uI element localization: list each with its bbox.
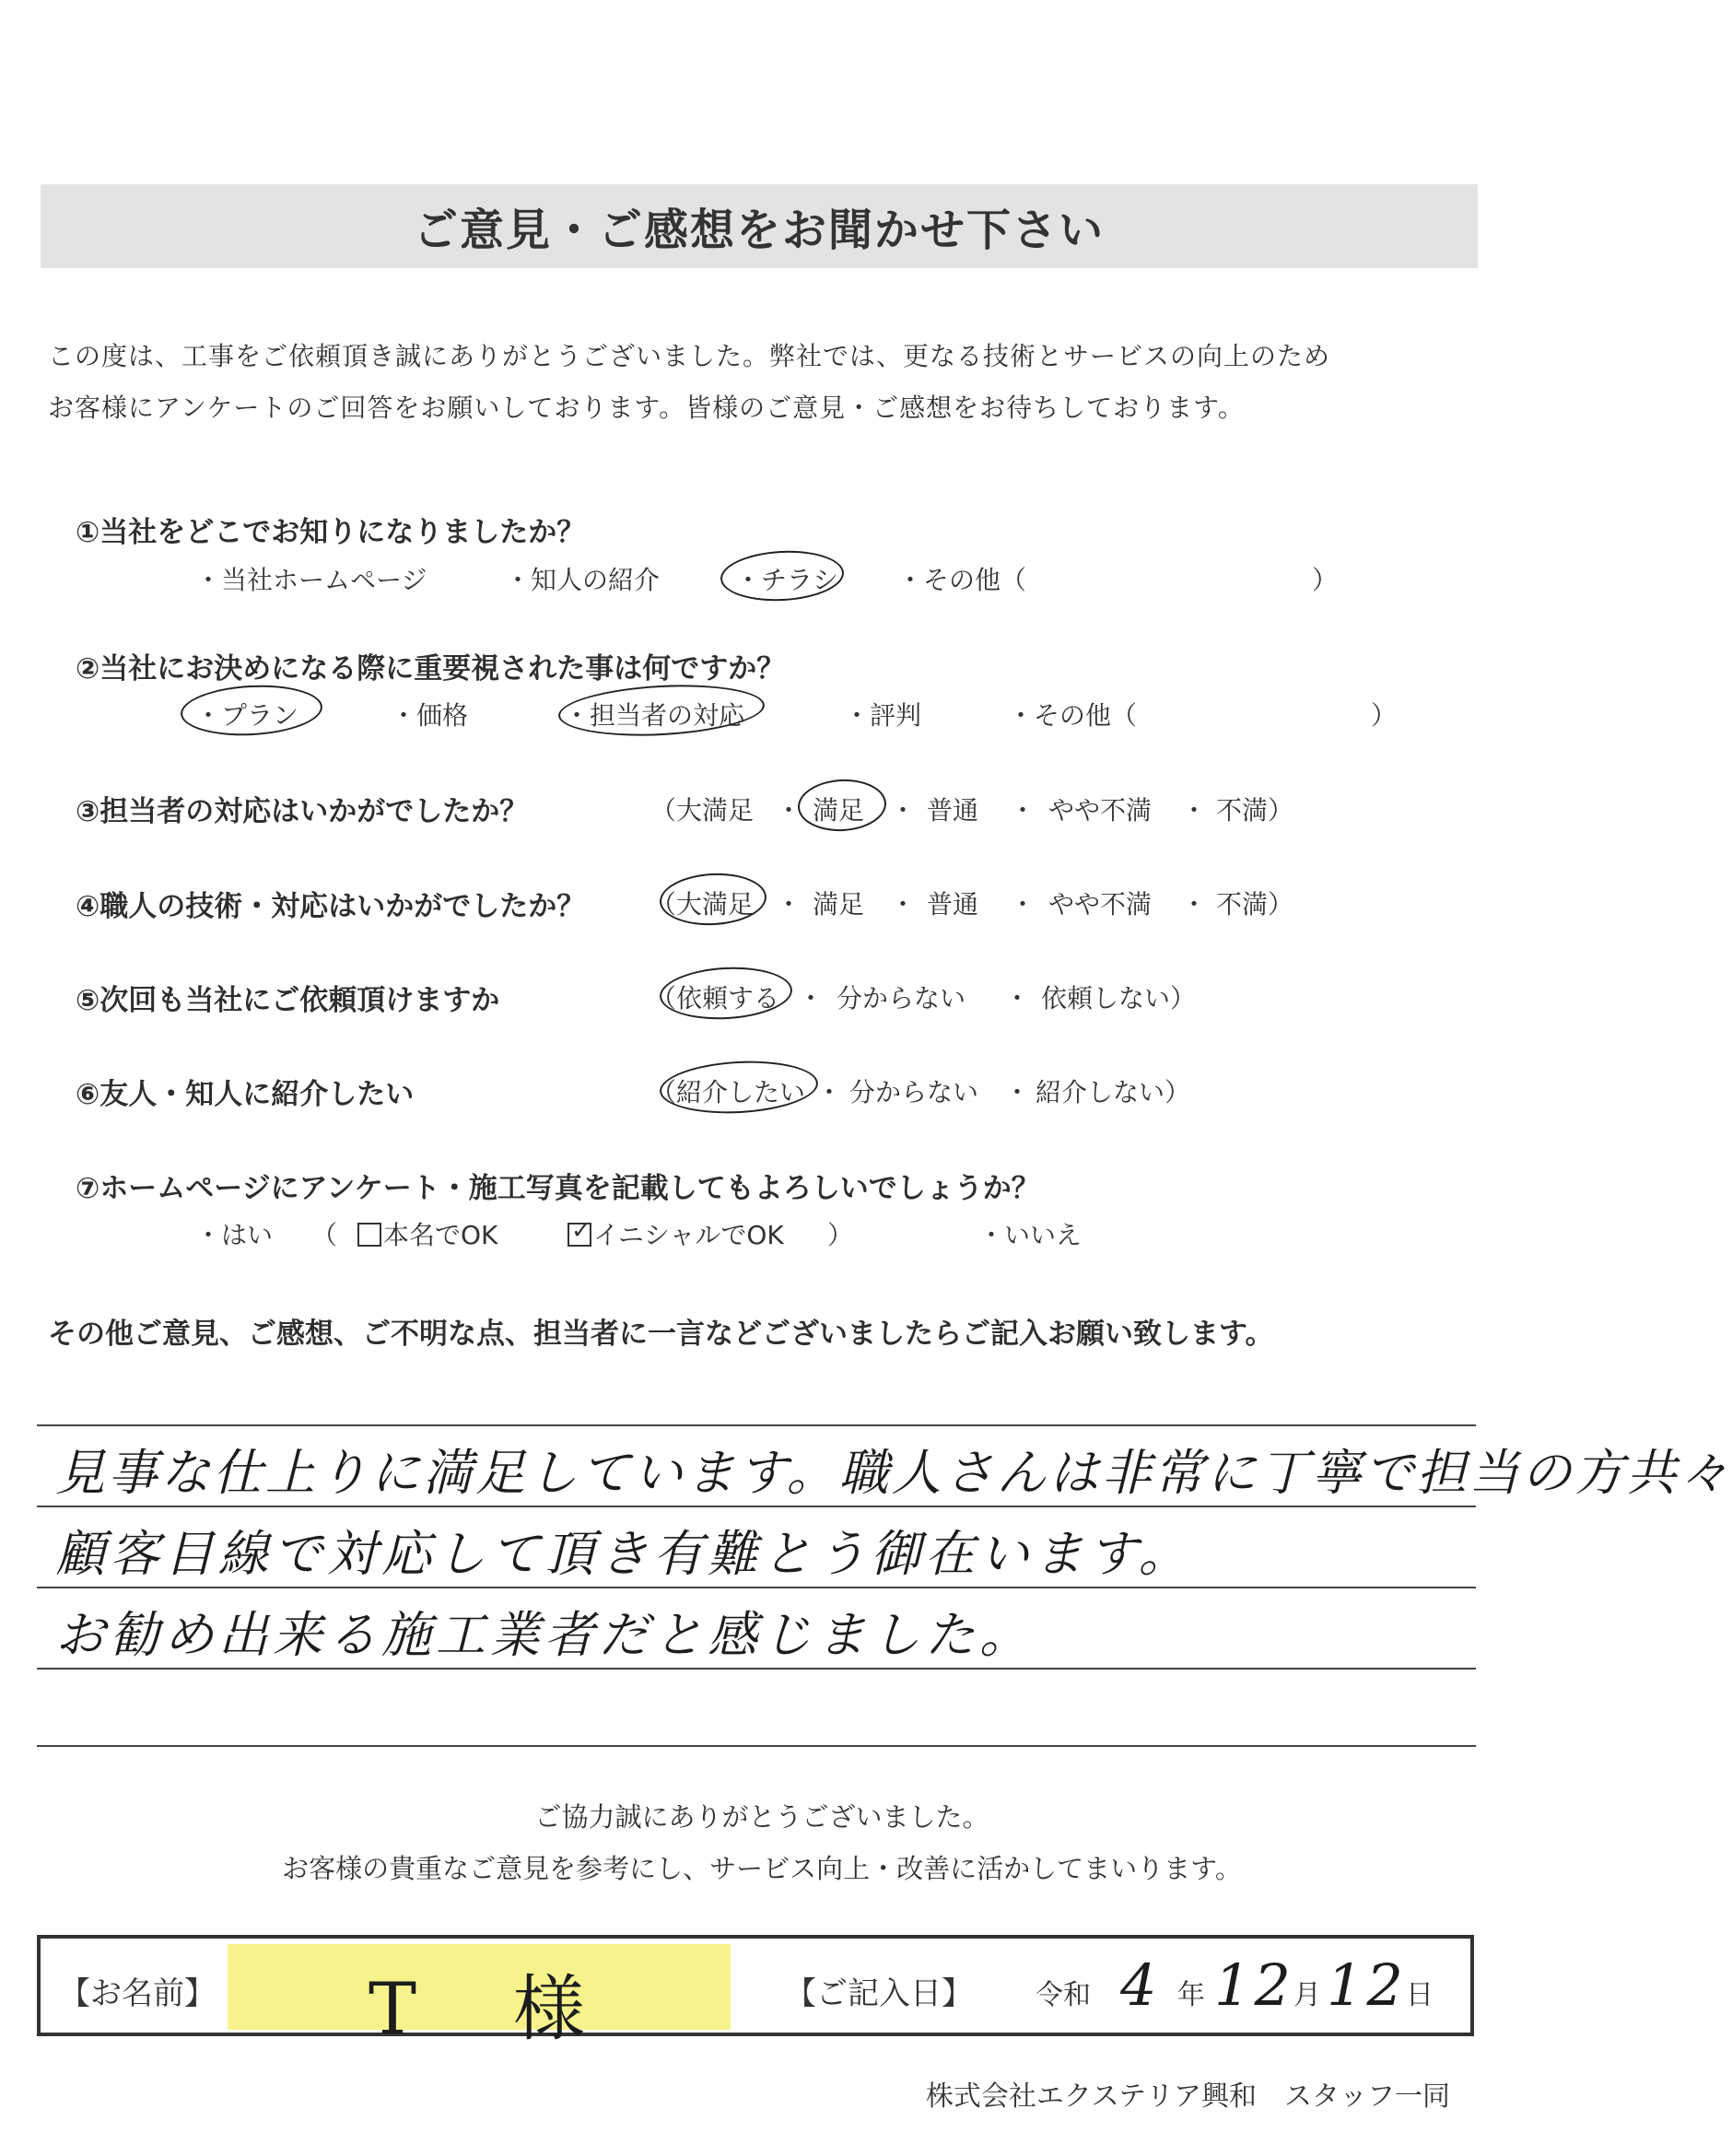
q2-selected-circle-plan: [180, 682, 324, 739]
q7-paren-close: ）: [827, 1220, 854, 1250]
q7-option-yes[interactable]: ・はい: [195, 1220, 274, 1250]
question-3-label: ③担当者の対応はいかがでしたか？: [76, 795, 529, 828]
q1-option-other-close: ）: [1312, 565, 1339, 595]
date-day-unit: 日: [1406, 1979, 1434, 2011]
q7-option-initials[interactable]: [568, 1215, 784, 1252]
q3-option-normal[interactable]: 普通: [927, 795, 979, 826]
q2-option-price[interactable]: ・価格: [391, 700, 469, 731]
q4-option-somewhat-dissatisfied[interactable]: やや不満: [1048, 889, 1153, 920]
date-year: 4: [1120, 1951, 1161, 2019]
date-year-unit: 年: [1177, 1979, 1205, 2011]
q2-option-other-close: ）: [1371, 700, 1398, 731]
comment-rule-4: [37, 1668, 1476, 1670]
thanks-line-2: お客様の貴重なご意見を参考にし、サービス向上・改善に活かしてまいります。: [282, 1853, 1242, 1884]
q6-option-will-not-refer[interactable]: 紹介しない）: [1036, 1077, 1191, 1107]
question-4-label: ④職人の技術・対応はいかがでしたか？: [76, 890, 586, 923]
q4-option-very-satisfied[interactable]: （大満足: [650, 889, 755, 920]
q3-sep-4: ・: [1181, 795, 1208, 826]
check-mark-icon: ✓: [571, 1217, 591, 1245]
intro-line-1: この度は、工事をご依頼頂き誠にありがとうございました。弊社では、更なる技術とサービスの向上のため: [48, 341, 1331, 371]
q3-sep-2: ・: [890, 795, 917, 826]
q7-option-no[interactable]: ・いいえ: [978, 1220, 1082, 1250]
q5-option-will-not-request[interactable]: 依頼しない）: [1041, 983, 1197, 1014]
comment-rule-2: [37, 1506, 1476, 1507]
q4-option-dissatisfied[interactable]: 不満）: [1216, 889, 1294, 920]
q5-sep-2: ・: [1004, 983, 1031, 1014]
name-label: 【お名前】: [59, 1975, 216, 2012]
q3-sep-1: ・: [776, 795, 802, 826]
comment-rule-1: [37, 1424, 1476, 1426]
page-title: ご意見・ご感想をお聞かせ下さい: [41, 184, 1478, 268]
q6-sep-2: ・: [1004, 1077, 1031, 1107]
intro-line-2: お客様にアンケートのご回答をお願いしております。皆様のご意見・ご感想をお待ちしております。: [48, 393, 1245, 423]
q2-option-plan[interactable]: ・プラン: [195, 700, 299, 731]
question-2-label: ②当社にお決めになる際に重要視された事は何ですか？: [76, 652, 786, 685]
q7-option-real-name[interactable]: [357, 1215, 497, 1252]
q5-sep-1: ・: [798, 983, 825, 1014]
name-value: T 様: [369, 1968, 622, 2051]
comment-rule-5: [37, 1745, 1476, 1747]
q3-option-satisfied[interactable]: 満足: [813, 795, 865, 826]
q4-sep-4: ・: [1181, 889, 1208, 920]
q4-sep-3: ・: [1010, 889, 1036, 920]
q3-option-dissatisfied[interactable]: 不満）: [1216, 795, 1294, 826]
q2-option-staff[interactable]: ・担当者の対応: [564, 700, 745, 731]
q6-option-want-to-refer[interactable]: （紹介したい: [650, 1077, 806, 1107]
comment-handwritten-line-2: 顧客目線で対応して頂き有難とう御在います。: [55, 1525, 1193, 1583]
q5-option-dont-know[interactable]: 分からない: [837, 983, 966, 1014]
comment-handwritten-line-3: お勧め出来る施工業者だと感じました。: [55, 1606, 1034, 1664]
date-month: 12: [1214, 1951, 1294, 2019]
date-day: 12: [1327, 1951, 1407, 2019]
date-era: 令和: [1036, 1979, 1091, 2011]
question-1-label: ①当社をどこでお知りになりましたか？: [76, 516, 586, 549]
q2-option-other[interactable]: ・その他（: [1008, 700, 1138, 731]
footer-signature: 株式会社エクステリア興和 スタッフ一同: [925, 2080, 1450, 2113]
date-label: 【ご記入日】: [785, 1975, 973, 2012]
q3-option-somewhat-dissatisfied[interactable]: やや不満: [1048, 795, 1153, 826]
comments-prompt: その他ご意見、ご感想、ご不明な点、担当者に一言などございましたらご記入お願い致します。: [48, 1318, 1274, 1351]
q1-option-flyer[interactable]: ・チラシ: [735, 565, 839, 595]
q3-sep-3: ・: [1010, 795, 1036, 826]
question-7-label: ⑦ホームページにアンケート・施工写真を記載してもよろしいでしょうか？: [76, 1172, 1040, 1205]
question-5-label: ⑤次回も当社にご依頼頂けますか: [76, 984, 500, 1017]
q4-option-normal[interactable]: 普通: [927, 889, 979, 920]
q6-sep-1: ・: [816, 1077, 843, 1107]
q4-sep-2: ・: [890, 889, 917, 920]
q1-option-other[interactable]: ・その他（: [897, 565, 1027, 595]
thanks-line-1: ご協力誠にありがとうございました。: [534, 1801, 989, 1833]
initials-label: イニシャルでOK: [593, 1220, 784, 1250]
q4-option-satisfied[interactable]: 満足: [813, 889, 865, 920]
q1-option-homepage[interactable]: ・当社ホームページ: [195, 565, 427, 595]
q4-sep-1: ・: [776, 889, 802, 920]
question-6-label: ⑥友人・知人に紹介したい: [76, 1078, 415, 1111]
q1-option-referral[interactable]: ・知人の紹介: [505, 565, 661, 595]
q7-paren-open: （: [311, 1220, 338, 1250]
initials-checkbox[interactable]: [568, 1217, 591, 1247]
real-name-label: 本名でOK: [383, 1220, 498, 1250]
comment-handwritten-line-1: 見事な仕上りに満足しています。職人さんは非常に丁寧で担当の方共々: [55, 1444, 1732, 1502]
comment-rule-3: [37, 1587, 1476, 1588]
real-name-checkbox[interactable]: [357, 1223, 381, 1247]
q5-option-will-request[interactable]: （依頼する: [650, 983, 780, 1014]
date-month-unit: 月: [1293, 1979, 1321, 2011]
q3-selected-circle: [797, 778, 888, 834]
q3-option-very-satisfied[interactable]: （大満足: [650, 795, 755, 826]
q2-option-reputation[interactable]: ・評判: [844, 700, 922, 731]
q6-option-dont-know[interactable]: 分からない: [849, 1077, 979, 1107]
